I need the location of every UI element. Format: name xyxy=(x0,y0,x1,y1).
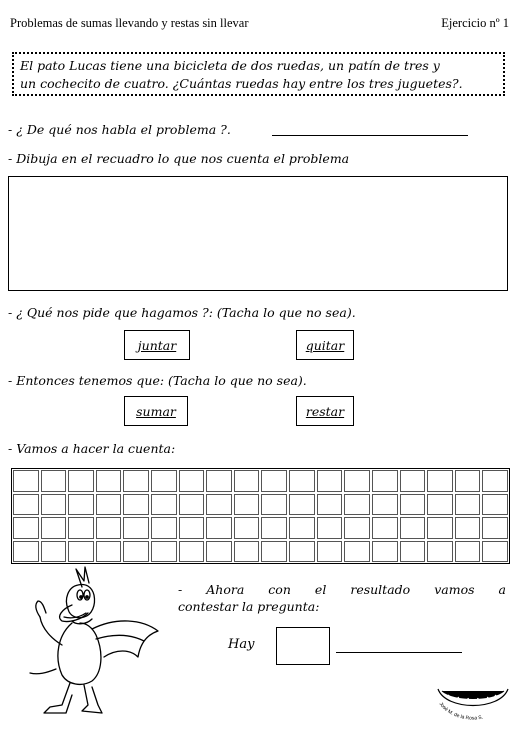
grid-cell[interactable] xyxy=(289,470,315,492)
grid-cell[interactable] xyxy=(344,517,370,539)
option-quitar[interactable]: quitar xyxy=(296,330,354,360)
grid-cell[interactable] xyxy=(234,541,260,563)
question-answer-line2: contestar la pregunta: xyxy=(178,599,320,614)
grid-cell[interactable] xyxy=(206,494,232,516)
grid-cell[interactable] xyxy=(151,470,177,492)
grid-cell[interactable] xyxy=(206,470,232,492)
grid-cell[interactable] xyxy=(289,541,315,563)
grid-cell[interactable] xyxy=(123,470,149,492)
grid-cell[interactable] xyxy=(372,517,398,539)
grid-cell[interactable] xyxy=(151,541,177,563)
grid-cell[interactable] xyxy=(123,517,149,539)
grid-cell[interactable] xyxy=(372,541,398,563)
grid-cell[interactable] xyxy=(41,470,67,492)
grid-cell[interactable] xyxy=(234,470,260,492)
grid-cell[interactable] xyxy=(96,517,122,539)
grid-cell[interactable] xyxy=(455,494,481,516)
grid-cell[interactable] xyxy=(455,470,481,492)
grid-cell[interactable] xyxy=(179,541,205,563)
problem-line-2: un cochecito de cuatro. ¿Cuántas ruedas hay entre los tres juguetes?. xyxy=(20,76,463,91)
question-what-asks: - ¿ Qué nos pide que hagamos ?: (Tacha lo que no sea). xyxy=(8,305,356,320)
question-then: - Entonces tenemos que: (Tacha lo que no sea). xyxy=(8,373,307,388)
grid-cell[interactable] xyxy=(372,494,398,516)
grid-cell[interactable] xyxy=(96,470,122,492)
grid-cell[interactable] xyxy=(13,470,39,492)
signature-text: José M. de la Rosa S. xyxy=(437,701,484,722)
grid-cell[interactable] xyxy=(482,494,508,516)
answer-line-final[interactable] xyxy=(336,652,462,653)
question-draw: - Dibuja en el recuadro lo que nos cuenta el problema xyxy=(8,151,350,166)
grid-cell[interactable] xyxy=(151,517,177,539)
answer-line-topic[interactable] xyxy=(272,135,468,136)
grid-cell[interactable] xyxy=(41,541,67,563)
grid-cell[interactable] xyxy=(400,494,426,516)
grid-cell[interactable] xyxy=(206,517,232,539)
grid-cell[interactable] xyxy=(13,494,39,516)
grid-cell[interactable] xyxy=(123,494,149,516)
grid-cell[interactable] xyxy=(289,517,315,539)
grid-cell[interactable] xyxy=(344,494,370,516)
grid-cell[interactable] xyxy=(482,517,508,539)
question-answer-line1: - Ahora con el resultado vamos a xyxy=(178,582,506,597)
grid-cell[interactable] xyxy=(482,541,508,563)
problem-line-1: El pato Lucas tiene una bicicleta de dos ruedas, un patín de tres y xyxy=(20,58,440,73)
grid-cell[interactable] xyxy=(344,541,370,563)
grid-cell[interactable] xyxy=(455,541,481,563)
answer-number-box[interactable] xyxy=(276,627,330,665)
grid-cell[interactable] xyxy=(261,470,287,492)
grid-cell[interactable] xyxy=(317,470,343,492)
grid-cell[interactable] xyxy=(234,494,260,516)
option-juntar[interactable]: juntar xyxy=(124,330,190,360)
grid-cell[interactable] xyxy=(344,470,370,492)
grid-cell[interactable] xyxy=(151,494,177,516)
grid-cell[interactable] xyxy=(482,470,508,492)
grid-cell[interactable] xyxy=(427,470,453,492)
grid-cell[interactable] xyxy=(427,517,453,539)
grid-cell[interactable] xyxy=(427,494,453,516)
daffy-duck-illustration xyxy=(12,565,162,720)
grid-cell[interactable] xyxy=(317,517,343,539)
grid-cell[interactable] xyxy=(68,517,94,539)
grid-cell[interactable] xyxy=(96,494,122,516)
grid-cell[interactable] xyxy=(206,541,232,563)
grid-cell[interactable] xyxy=(372,470,398,492)
author-signature-logo xyxy=(432,683,514,725)
grid-cell[interactable] xyxy=(68,494,94,516)
grid-cell[interactable] xyxy=(96,541,122,563)
question-what-about: - ¿ De qué nos habla el problema ?. xyxy=(8,122,231,137)
problem-statement-box xyxy=(12,52,505,96)
grid-cell[interactable] xyxy=(289,494,315,516)
grid-cell[interactable] xyxy=(13,517,39,539)
grid-cell[interactable] xyxy=(179,494,205,516)
grid-cell[interactable] xyxy=(455,517,481,539)
grid-cell[interactable] xyxy=(400,541,426,563)
grid-cell[interactable] xyxy=(427,541,453,563)
grid-cell[interactable] xyxy=(41,517,67,539)
grid-cell[interactable] xyxy=(179,470,205,492)
grid-cell[interactable] xyxy=(317,494,343,516)
grid-cell[interactable] xyxy=(400,517,426,539)
grid-cell[interactable] xyxy=(179,517,205,539)
option-restar[interactable]: restar xyxy=(296,396,354,426)
drawing-box[interactable] xyxy=(8,176,508,291)
grid-cell[interactable] xyxy=(13,541,39,563)
grid-cell[interactable] xyxy=(261,494,287,516)
hay-label: Hay xyxy=(228,637,255,652)
grid-cell[interactable] xyxy=(261,517,287,539)
option-sumar[interactable]: sumar xyxy=(124,396,188,426)
grid-cell[interactable] xyxy=(261,541,287,563)
question-operation: - Vamos a hacer la cuenta: xyxy=(8,441,176,456)
grid-cell[interactable] xyxy=(68,470,94,492)
calculation-grid[interactable] xyxy=(11,468,510,564)
grid-cell[interactable] xyxy=(41,494,67,516)
grid-cell[interactable] xyxy=(68,541,94,563)
grid-cell[interactable] xyxy=(123,541,149,563)
worksheet-title: Problemas de sumas llevando y restas sin llevar xyxy=(10,16,249,30)
exercise-number: Ejercicio nº 1 xyxy=(441,16,509,30)
grid-cell[interactable] xyxy=(400,470,426,492)
grid-cell[interactable] xyxy=(317,541,343,563)
grid-cell[interactable] xyxy=(234,517,260,539)
